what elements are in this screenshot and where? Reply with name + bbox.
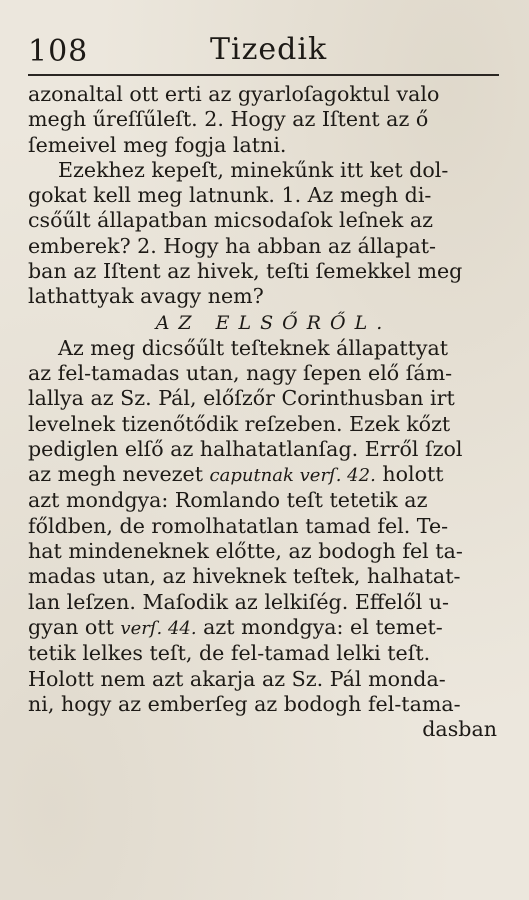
italic-reference: verſ. 44. <box>120 617 197 639</box>
text-line <box>28 615 499 641</box>
text-line: csőűlt állapatban micsodaſok leſnek az <box>28 208 434 233</box>
text-line: megh űreſſűleſt. 2. Hogy az Iſtent az ő <box>28 107 429 132</box>
text-segment: azt mondgya: el temet- <box>203 614 443 639</box>
text-line <box>28 462 499 488</box>
text-line: főldben, de romolhatatlan tamad fel. Te- <box>28 513 449 538</box>
text-line: tetik lelkes teſt, de fel-tamad lelki teſt. <box>28 641 431 666</box>
text-line: madas utan, az hiveknek teſtek, halhatat- <box>28 564 461 589</box>
text-line: pediglen elſő az halhatatlanſag. Erről ſzol <box>28 436 463 461</box>
text-segment: az megh nevezet <box>28 462 203 487</box>
text-line: Az meg dicsőűlt teſteknek állapattyat <box>58 335 449 360</box>
text-line: ſemeivel meg fogja latni. <box>28 132 287 157</box>
text-segment: holott <box>382 462 444 487</box>
italic-reference: caputnak verſ. 42. <box>209 465 376 487</box>
text-line: ni, hogy az emberſeg az bodogh fel-tama- <box>28 691 461 716</box>
text-line: emberek? 2. Hogy ha abban az állapat- <box>28 233 437 258</box>
text-line: azonaltal ott erti az gyarloſagoktul valo <box>28 82 440 106</box>
text-segment: gyan ott <box>28 614 114 639</box>
text-line: levelnek tizenőtődik reſzeben. Ezek kőzt <box>28 411 451 436</box>
text-line: lan leſzen. Maſodik az lelkiſég. Effelől u- <box>28 589 450 614</box>
page-header <box>28 32 499 76</box>
page-number: 108 <box>28 34 89 69</box>
text-line: azt mondgya: Romlando teſt tetetik az <box>28 488 428 513</box>
page-body <box>28 82 499 742</box>
text-line: hat mindeneknek előtte, az bodogh fel ta- <box>28 539 463 564</box>
catchword: dasban <box>422 717 497 742</box>
text-line: lallya az Sz. Pál, előſzőr Corinthusban irt <box>28 386 455 411</box>
text-line: lathattyak avagy nem? <box>28 284 264 309</box>
text-line: gokat kell meg latnunk. 1. Az megh di- <box>28 183 432 208</box>
running-head: Tizedik <box>210 32 328 67</box>
section-heading: AZ ELSŐRŐL. <box>155 311 392 334</box>
text-line: az fel-tamadas utan, nagy ſepen elő ſám- <box>28 360 453 385</box>
text-line: Holott nem azt akarja az Sz. Pál monda- <box>28 666 446 691</box>
text-line: ban az Iſtent az hivek, teſti ſemekkel meg <box>28 259 463 284</box>
text-line: Ezekhez kepeſt, minekűnk itt ket dol- <box>58 157 449 182</box>
